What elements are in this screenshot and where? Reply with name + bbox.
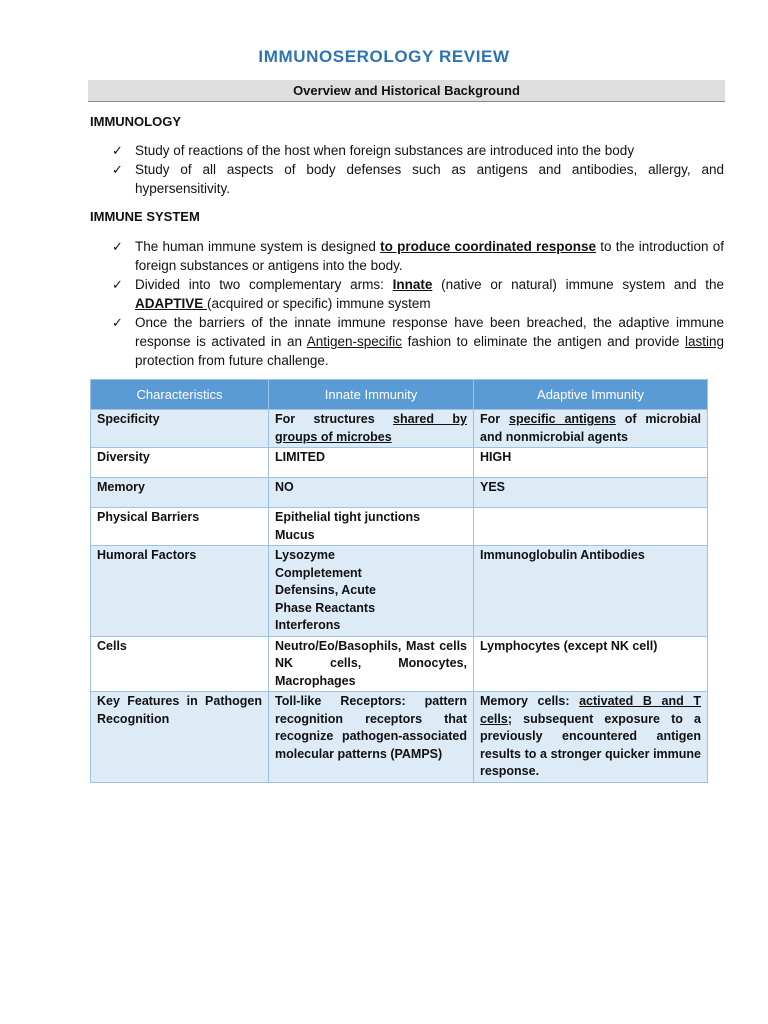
row-label: Memory xyxy=(91,478,269,508)
row-label: Humoral Factors xyxy=(91,546,269,637)
checkmark-icon: ✓ xyxy=(112,143,123,158)
table-cell: Immunoglobulin Antibodies xyxy=(474,546,708,637)
row-label: Key Features in Pathogen Recognition xyxy=(91,692,269,783)
heading-immune-system: IMMUNE SYSTEM xyxy=(90,209,200,224)
immunology-list xyxy=(88,141,724,198)
table-row xyxy=(91,692,708,783)
row-label: Specificity xyxy=(91,410,269,448)
row-label: Physical Barriers xyxy=(91,508,269,546)
table-row xyxy=(91,636,708,692)
table-header-row xyxy=(91,380,708,410)
table-cell: For structures shared by groups of microbes xyxy=(269,410,474,448)
immune-system-list xyxy=(88,237,724,370)
table-cell: Lysozyme Completement Defensins, Acute Phase Reactants Interferons xyxy=(269,546,474,637)
page-title: IMMUNOSEROLOGY REVIEW xyxy=(258,47,510,66)
table-cell: Toll-like Receptors: pattern recognition receptors that recognize pathogen-associated molecular patterns (PAMPS) xyxy=(269,692,474,783)
table-cell: Neutro/Eo/Basophils, Mast cells NK cells, Monocytes, Macrophages xyxy=(269,636,474,692)
table-row xyxy=(91,546,708,637)
checkmark-icon: ✓ xyxy=(112,239,123,254)
table-row xyxy=(91,410,708,448)
table-cell: LIMITED xyxy=(269,448,474,478)
section-banner: Overview and Historical Background xyxy=(88,80,725,102)
checkmark-icon: ✓ xyxy=(112,315,123,330)
row-label: Cells xyxy=(91,636,269,692)
list-item: ✓ Study of reactions of the host when foreign substances are introduced into the body xyxy=(112,143,635,158)
list-item: ✓ Once the barriers of the innate immune response have been breached, the adaptive immune response is activated in an Antigen-specific fashion to eliminate the antigen and provide lasting protection from future challenge. xyxy=(112,315,724,368)
table-cell: NO xyxy=(269,478,474,508)
comparison-table xyxy=(90,379,708,783)
list-item: ✓ The human immune system is designed to produce coordinated response to the introduction of foreign substances or antigens into the body. xyxy=(112,239,724,273)
heading-immunology: IMMUNOLOGY xyxy=(90,114,181,129)
table-cell: Memory cells: activated B and T cells; subsequent exposure to a previously encountered antigen results to a stronger quicker immune response. xyxy=(474,692,708,783)
list-item: ✓ Study of all aspects of body defenses such as antigens and antibodies, allergy, and hypersensitivity. xyxy=(112,162,724,196)
row-label: Diversity xyxy=(91,448,269,478)
table-row xyxy=(91,508,708,546)
list-item: ✓ Divided into two complementary arms: Innate (native or natural) immune system and the ADAPTIVE (acquired or specific) immune system xyxy=(112,277,724,311)
table-cell: YES xyxy=(474,478,708,508)
checkmark-icon: ✓ xyxy=(112,162,123,177)
checkmark-icon: ✓ xyxy=(112,277,123,292)
table-cell xyxy=(474,508,708,546)
table-row xyxy=(91,478,708,508)
column-header: Innate Immunity xyxy=(269,380,474,410)
table-cell: Lymphocytes (except NK cell) xyxy=(474,636,708,692)
column-header: Characteristics xyxy=(91,380,269,410)
table-row xyxy=(91,448,708,478)
table-cell: HIGH xyxy=(474,448,708,478)
column-header: Adaptive Immunity xyxy=(474,380,708,410)
table-cell: Epithelial tight junctions Mucus xyxy=(269,508,474,546)
table-cell: For specific antigens of microbial and nonmicrobial agents xyxy=(474,410,708,448)
